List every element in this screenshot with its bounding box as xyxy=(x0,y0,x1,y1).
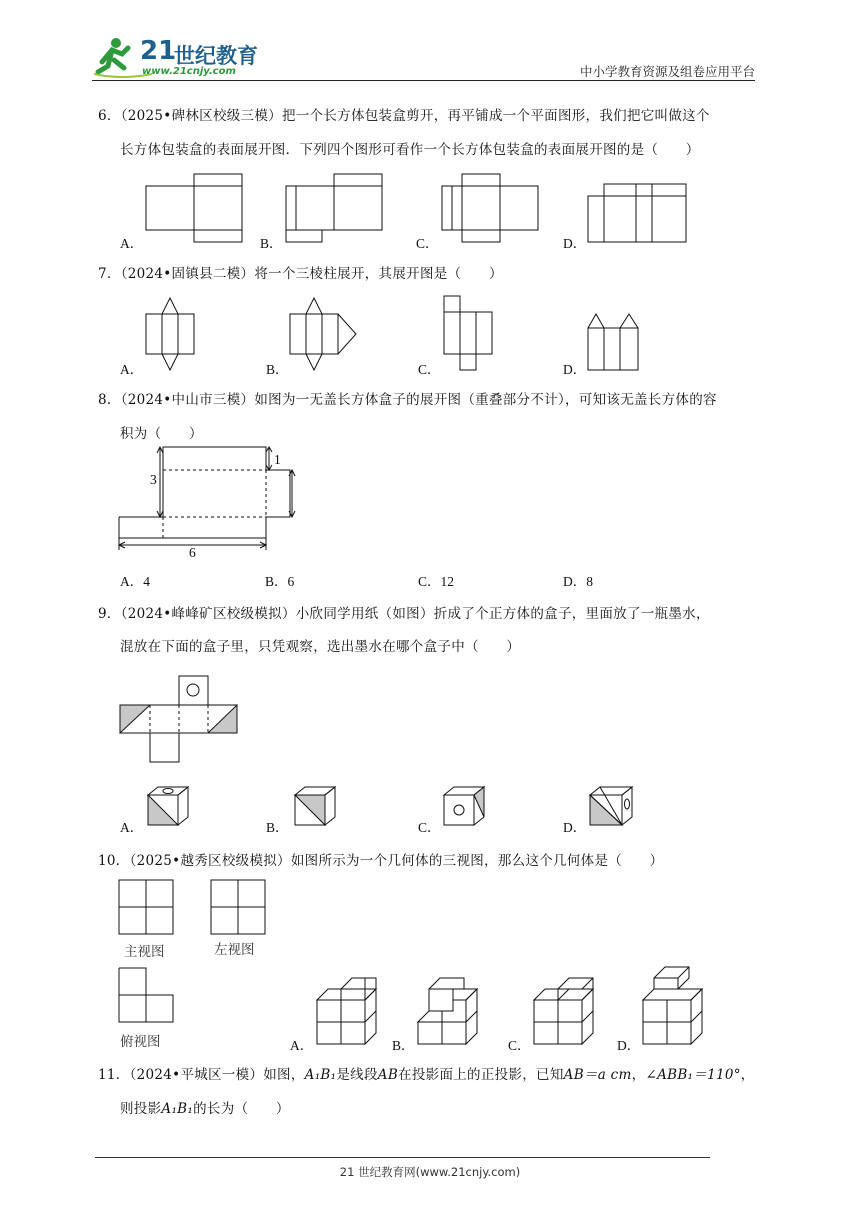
q10-line1: 10．（2025•越秀区校级模拟）如图所示为一个几何体的三视图，那么这个几何体是（ ） xyxy=(98,853,664,869)
logo-url: www.21cnjy.com xyxy=(142,66,236,77)
q8-line2: 积为（ ） xyxy=(120,426,203,442)
q11-line2 xyxy=(120,1099,290,1119)
q10-front-view xyxy=(119,880,173,934)
q11-a1b1: A₁B₁ xyxy=(304,1067,337,1083)
q6-line1: 6．（2025•碑林区校级三模）把一个长方体包装盒剪开，再平铺成一个平面图形，我们把它叫做这个 xyxy=(98,108,710,124)
q9-option-d[interactable]: D． xyxy=(563,820,587,835)
q10-option-b-solid xyxy=(418,978,477,1044)
q10-option-c-solid xyxy=(534,978,593,1044)
q9-line2: 混放在下面的盒子里，只凭观察，选出墨水在哪个盒子中（ ） xyxy=(120,639,521,655)
q11-line2-a1b1: A₁B₁ xyxy=(161,1101,194,1117)
q11-line2-prefix: 则投影 xyxy=(120,1101,162,1117)
q8-label-height: 3 xyxy=(150,472,157,487)
q8-option-c[interactable]: C．12 xyxy=(418,574,455,589)
q10-option-a-solid xyxy=(317,978,376,1044)
q8-option-b[interactable]: B．6 xyxy=(265,574,295,589)
q10-top-view xyxy=(119,968,173,1022)
q10-left-view-caption: 左视图 xyxy=(214,942,255,958)
q10-option-a[interactable]: A． xyxy=(290,1038,314,1053)
q8-line1: 8．（2024•中山市三模）如图为一无盖长方体盒子的展开图（重叠部分不计），可知该无盖长方体的容 xyxy=(98,392,717,408)
q8-label-width: 6 xyxy=(189,545,196,560)
q10-left-view xyxy=(211,880,265,934)
q6-option-c[interactable]: C． xyxy=(416,236,439,251)
q7-option-b[interactable]: B． xyxy=(266,362,289,377)
q6-option-b[interactable]: B． xyxy=(260,236,283,251)
q10-front-view-caption: 主视图 xyxy=(124,944,165,960)
q6-line2: 长方体包装盒的表面展开图．下列四个图形可看作一个长方体包装盒的表面展开图的是（ ） xyxy=(120,142,700,158)
q11-end1: ， xyxy=(740,1067,755,1083)
q7-line1: 7．（2024•固镇县二模）将一个三棱柱展开，其展开图是（ ） xyxy=(98,266,503,282)
q11-prefix: 11．（2024•平城区一模）如图， xyxy=(98,1067,305,1083)
q7-option-a[interactable]: A． xyxy=(120,362,144,377)
q11-line1 xyxy=(98,1065,755,1085)
q11-mid2: 在投影面上的正投影，已知 xyxy=(398,1067,564,1083)
q6-option-a[interactable]: A． xyxy=(120,236,144,251)
q9-option-c[interactable]: C． xyxy=(418,820,441,835)
q11-ab: AB xyxy=(377,1067,399,1083)
q9-option-b[interactable]: B． xyxy=(266,820,289,835)
footer-text[interactable]: 21 世纪教育网(www.21cnjy.com) xyxy=(339,1165,521,1179)
logo-number: 21 xyxy=(140,36,177,66)
q7-option-d[interactable]: D． xyxy=(563,362,587,377)
q11-angle: ∠ABB₁＝110° xyxy=(645,1067,741,1083)
q11-eq1: AB＝a cm xyxy=(563,1067,632,1083)
q8-label-top: 1 xyxy=(274,452,281,467)
q8-option-a[interactable]: A．4 xyxy=(120,574,150,589)
q8-option-d[interactable]: D．8 xyxy=(563,574,593,589)
q9-option-a[interactable]: A． xyxy=(120,820,144,835)
q10-option-b[interactable]: B． xyxy=(392,1038,415,1053)
q10-top-view-caption: 俯视图 xyxy=(120,1034,161,1050)
footer-divider xyxy=(95,1157,710,1158)
q7-option-c[interactable]: C． xyxy=(418,362,441,377)
q11-mid1: 是线段 xyxy=(336,1067,378,1083)
q10-option-d[interactable]: D． xyxy=(617,1038,641,1053)
header-slogan: 中小学教育资源及组卷应用平台 xyxy=(579,64,755,79)
q10-option-c[interactable]: C． xyxy=(508,1038,531,1053)
logo-text: 世纪教育 xyxy=(174,44,258,68)
q10-option-d-solid xyxy=(643,967,702,1044)
q9-line1: 9．（2024•峰峰矿区校级模拟）小欣同学用纸（如图）折成了个正方体的盒子，里面放了一瓶墨水， xyxy=(98,606,710,622)
q6-option-d[interactable]: D． xyxy=(563,236,587,251)
q11-line2-end: 的长为（ ） xyxy=(193,1101,290,1117)
q11-mid3: ， xyxy=(631,1067,646,1083)
